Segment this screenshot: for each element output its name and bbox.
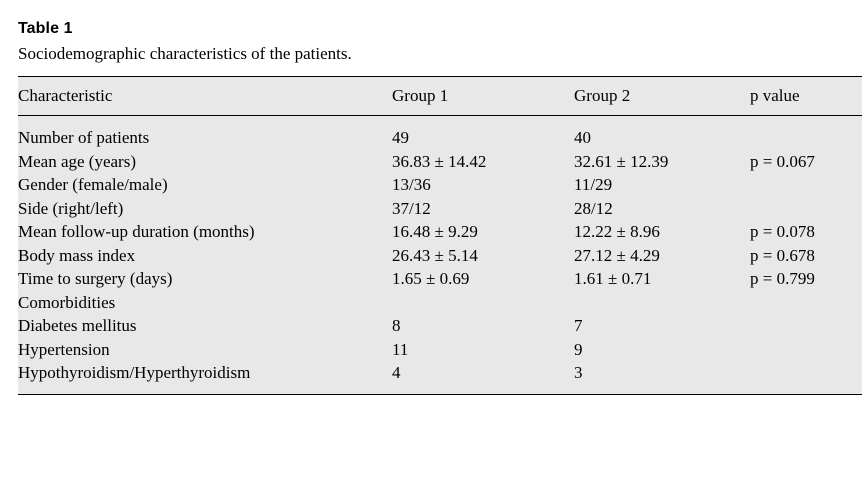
cell-group1: 26.43 ± 5.14 [392, 245, 478, 265]
cell-group2: 32.61 ± 12.39 [574, 151, 669, 171]
column-header-group1: Group 1 [392, 86, 449, 105]
table-row [18, 197, 862, 221]
table-row [18, 314, 862, 338]
cell-characteristic: Mean follow-up duration (months) [18, 222, 255, 241]
cell-characteristic: Diabetes mellitus [18, 316, 137, 335]
cell-group2: 28/12 [574, 198, 613, 218]
table-row [18, 244, 862, 268]
cell-p-value: p = 0.078 [750, 222, 815, 241]
table-row [18, 150, 862, 174]
cell-p-value [750, 291, 862, 315]
cell-p-value [750, 116, 862, 150]
cell-group2: 11/29 [574, 175, 613, 194]
table-row [18, 116, 862, 150]
column-header-p-value: p value [750, 86, 800, 105]
cell-characteristic: Comorbidities [18, 292, 116, 312]
table-body [18, 116, 862, 394]
cell-group1 [392, 291, 574, 315]
cell-characteristic: Hypertension [18, 339, 110, 359]
cell-p-value [750, 314, 862, 338]
cell-group1: 49 [392, 128, 409, 147]
cell-characteristic: Gender (female/male) [18, 175, 168, 194]
cell-group2 [574, 291, 750, 315]
table-caption-label: Table 1 [18, 20, 73, 37]
cell-group1: 36.83 ± 14.42 [392, 151, 487, 171]
table-header [18, 77, 862, 116]
cell-group2: 1.61 ± 0.71 [574, 269, 652, 288]
cell-characteristic: Number of patients [18, 128, 150, 147]
cell-group1: 4 [392, 363, 401, 382]
cell-p-value [750, 361, 862, 394]
table-row [18, 361, 862, 394]
cell-characteristic: Mean age (years) [18, 151, 136, 171]
cell-p-value [750, 197, 862, 221]
table-row [18, 338, 862, 362]
cell-characteristic: Side (right/left) [18, 198, 124, 218]
cell-group2: 3 [574, 363, 583, 382]
cell-group2: 7 [574, 316, 583, 335]
cell-group1: 16.48 ± 9.29 [392, 222, 478, 241]
column-header-group2: Group 2 [574, 86, 631, 105]
cell-p-value [750, 173, 862, 197]
cell-characteristic: Time to surgery (days) [18, 269, 173, 288]
table-row [18, 173, 862, 197]
cell-p-value: p = 0.678 [750, 245, 815, 265]
cell-group1: 8 [392, 316, 401, 335]
table-row [18, 220, 862, 244]
table-row [18, 291, 862, 315]
table-caption [18, 18, 846, 66]
sociodemographic-table [18, 76, 862, 394]
cell-characteristic: Hypothyroidism/Hyperthyroidism [18, 363, 251, 382]
cell-group1: 37/12 [392, 198, 431, 218]
table-caption-text: Sociodemographic characteristics of the patients. [18, 44, 352, 63]
table-bottom-rule [18, 394, 862, 395]
cell-group1: 1.65 ± 0.69 [392, 269, 470, 288]
cell-characteristic: Body mass index [18, 245, 136, 265]
column-header-characteristic: Characteristic [18, 86, 113, 105]
cell-group2: 9 [574, 339, 583, 359]
cell-group2: 40 [574, 128, 591, 147]
cell-group1: 13/36 [392, 175, 431, 194]
cell-p-value: p = 0.067 [750, 151, 815, 171]
cell-group1: 11 [392, 339, 409, 359]
cell-group2: 12.22 ± 8.96 [574, 222, 660, 241]
cell-p-value [750, 338, 862, 362]
table-row [18, 267, 862, 291]
cell-p-value: p = 0.799 [750, 269, 815, 288]
cell-group2: 27.12 ± 4.29 [574, 245, 660, 265]
table-header-row [18, 77, 862, 116]
